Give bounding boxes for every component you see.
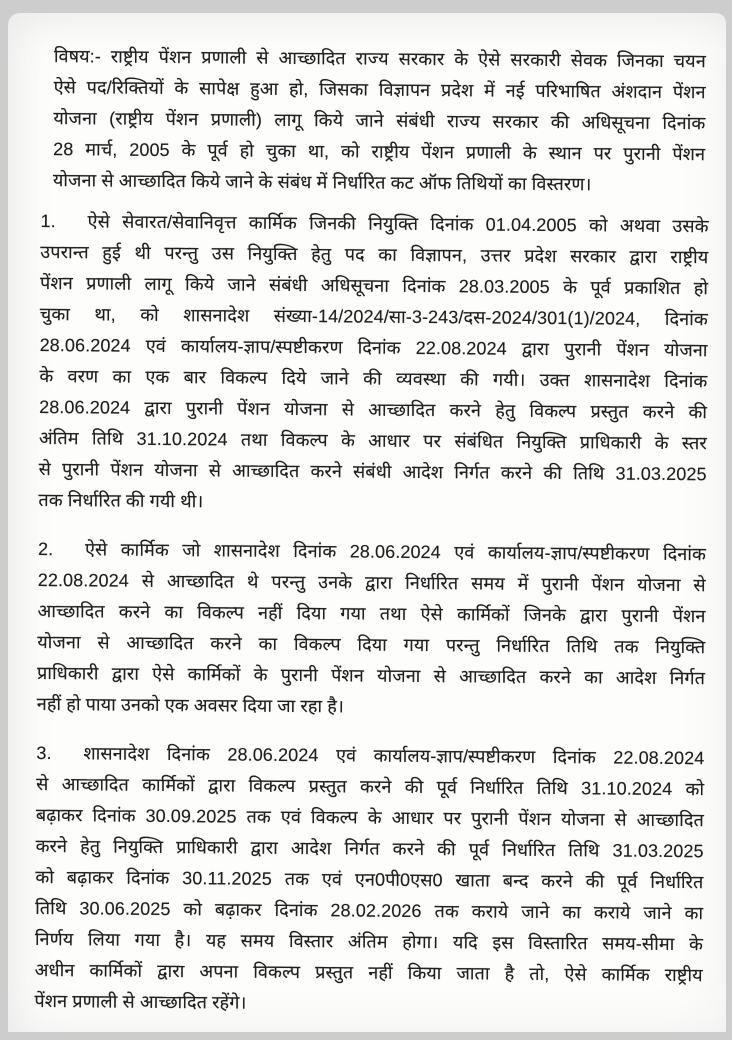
- paragraph-3: [34, 738, 704, 1022]
- text-line: 28.06.2024 द्वारा पुरानी पेंशन योजना से आच्छादित करने हेतु विकल्प प्रस्तुत करने की: [39, 396, 708, 423]
- text-line: उपरान्त हुई थी परन्तु उस नियुक्ति हेतु पद का विज्ञापन, उत्तर प्रदेश सरकार द्वारा राष्ट्रीय: [40, 241, 709, 268]
- text-line: योजना से आच्छादित किये जाने के संबंध में निर्धारित कट ऑफ तिथियों का विस्तरण।: [52, 170, 592, 195]
- text-line: नहीं हो पाया उनको एक अवसर दिया जा रहा है।: [36, 693, 345, 717]
- paper-sheet: [8, 13, 726, 1032]
- text-line: बढ़ाकर दिनांक 30.09.2025 तक एवं विकल्प के आधार पर पुरानी पेंशन योजना से आच्छादित: [35, 804, 704, 831]
- text-line: के वरण का एक बार विकल्प दिये जाने की व्यवस्था की गयी। उक्त शासनादेश दिनांक: [39, 365, 708, 392]
- doc-body: [34, 41, 710, 1040]
- text-line: पेंशन प्रणाली लागू किये जाने संबंधी अधिसूचना दिनांक 28.03.2005 के पूर्व प्रकाशित हो: [40, 272, 709, 299]
- text-line: पेंशन प्रणाली से आच्छादित रहेंगे।: [34, 990, 247, 1013]
- text-line: से आच्छादित कार्मिकों द्वारा विकल्प प्रस्तुत करने की पूर्व निर्धारित तिथि 31.10.2024 को: [36, 773, 705, 800]
- text-line: निर्णय लिया गया है। यह समय विस्तार अंतिम होगा। यदि इस विस्तारित समय-सीमा के: [34, 928, 704, 955]
- text-line: आच्छादित करने का विकल्प नहीं दिया गया तथा ऐसे कार्मिकों जिनके द्वारा पुरानी पेंशन: [37, 600, 706, 627]
- paragraph-number: 2.: [37, 538, 54, 560]
- text-line: ऐसे पद/रिक्तियों के सापेक्ष हुआ हो, जिसका विज्ञापन प्रदेश में नई परिभाषित अंशदान पेंशन: [53, 77, 706, 103]
- subject-paragraph: [53, 41, 706, 201]
- text-line: अंतिम तिथि 31.10.2024 तथा विकल्प के आधार पर संबंधित नियुक्ति प्राधिकारी के स्तर: [38, 427, 707, 454]
- paragraph-number: 3.: [36, 742, 52, 764]
- text-line: प्राधिकारी द्वारा ऐसे कार्मिकों के पुरानी पेंशन योजना से आच्छादित करने का आदेश निर्गत: [36, 662, 706, 689]
- text-line: 28 मार्च, 2005 के पूर्व हो चुका था, को राष्ट्रीय पेंशन प्रणाली के स्थान पर पुरानी पेंशन: [53, 139, 706, 165]
- paragraph-number: 1.: [40, 210, 56, 232]
- text-line: अधीन कार्मिकों द्वारा अपना विकल्प प्रस्तुत नहीं किया जाता है तो, ऐसे कार्मिक राष्ट्रीय: [34, 959, 703, 986]
- text-line: चुका था, को शासनादेश संख्या-14/2024/सा-3-243/दस-2024/301(1)/2024, दिनांक: [39, 303, 708, 330]
- text-line: करने हेतु नियुक्ति प्राधिकारी द्वारा आदेश निर्गत करने की पूर्व निर्धारित तिथि 31.03.2025: [35, 835, 704, 862]
- text-line: तिथि 30.06.2025 को बढ़ाकर दिनांक 28.02.2026 तक कराये जाने का कराये जाने का: [35, 897, 704, 924]
- text-line: 3. शासनादेश दिनांक 28.06.2024 एवं कार्यालय-ज्ञाप/स्पष्टीकरण दिनांक 22.08.2024: [36, 738, 704, 774]
- text-line: को बढ़ाकर दिनांक 30.11.2025 तक एवं एन0पी0एस0 खाता बन्द करने की पूर्व निर्धारित: [35, 866, 704, 893]
- text-line: 1. ऐसे सेवारत/सेवानिवृत्त कार्मिक जिनकी नियुक्ति दिनांक 01.04.2005 को अथवा उसके: [40, 206, 708, 242]
- text-line: 28.06.2024 एवं कार्यालय-ज्ञाप/स्पष्टीकरण दिनांक 22.08.2024 द्वारा पुरानी पेंशन योजना: [39, 334, 708, 361]
- text-line: से पुरानी पेंशन योजना से आच्छादित करने संबंधी आदेश निर्गत करने की तिथि 31.03.2025: [38, 458, 707, 485]
- text-line: 22.08.2024 से आच्छादित थे परन्तु उनके द्वारा निर्धारित समय में पुरानी पेंशन योजना से: [37, 569, 706, 596]
- text-line: विषय:- राष्ट्रीय पेंशन प्रणाली से आच्छादित राज्य सरकार के ऐसे सरकारी सेवक जिनका चयन: [53, 46, 706, 72]
- text-line: 2. ऐसे कार्मिक जो शासनादेश दिनांक 28.06.2024 एवं कार्यालय-ज्ञाप/स्पष्टीकरण दिनांक: [38, 534, 706, 570]
- paragraph-1: [38, 206, 708, 521]
- text-line: योजना से आच्छादित करने का विकल्प दिया गया परन्तु निर्धारित तिथि तक नियुक्ति: [37, 631, 706, 658]
- text-line: तक निर्धारित की गयी थी।: [38, 489, 204, 512]
- text-line: योजना (राष्ट्रीय पेंशन प्रणाली) लागू किये जाने संबंधी राज्य सरकार की अधिसूचना दिनांक: [53, 108, 706, 134]
- paragraph-2: [37, 534, 706, 725]
